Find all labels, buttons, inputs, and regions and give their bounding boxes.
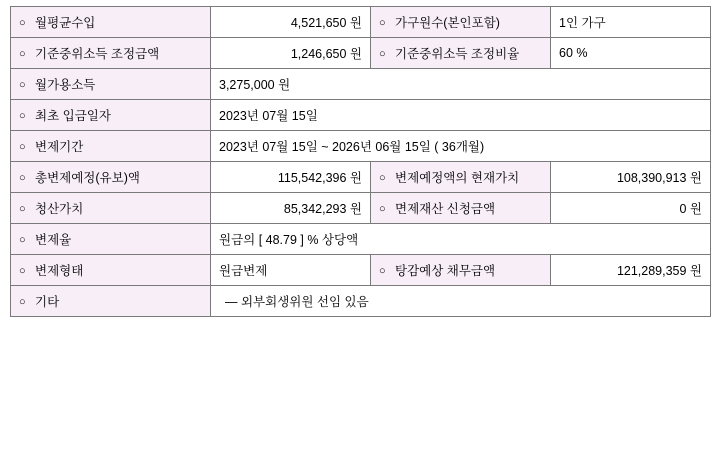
field-label-text: 탕감예상 채무금액	[395, 264, 496, 278]
bullet-icon: ○	[379, 172, 386, 184]
field-value-cell	[211, 7, 371, 38]
field-value-text: 60 %	[559, 46, 588, 60]
field-value-text: 2023년 07월 15일	[219, 109, 318, 123]
field-label-cell	[371, 162, 551, 193]
bullet-icon: ○	[19, 110, 26, 122]
table-body	[11, 7, 711, 317]
field-label-cell	[11, 286, 211, 317]
field-value-cell	[551, 255, 711, 286]
field-value-cell	[211, 286, 711, 317]
field-value-text: 108,390,913 원	[616, 171, 702, 185]
bullet-icon: ○	[19, 48, 26, 60]
field-label-cell	[11, 162, 211, 193]
field-label-text: 월평균수입	[35, 16, 96, 30]
field-value-cell	[211, 38, 371, 69]
bullet-icon: ○	[19, 296, 26, 308]
table-row	[11, 193, 711, 224]
field-label-text: 면제재산 신청금액	[395, 202, 496, 216]
field-label-text: 월가용소득	[35, 78, 96, 92]
bullet-icon: ○	[19, 265, 26, 277]
field-label-cell	[11, 100, 211, 131]
table-row	[11, 286, 711, 317]
bullet-icon: ○	[379, 17, 386, 29]
field-label-text: 변제형태	[35, 264, 84, 278]
field-value-text: 4,521,650 원	[290, 16, 362, 30]
field-label-text: 최초 입금일자	[35, 109, 111, 123]
field-label-text: 기타	[35, 295, 60, 309]
field-label-cell	[11, 224, 211, 255]
field-label-cell	[371, 38, 551, 69]
table-row	[11, 69, 711, 100]
field-value-text: 115,542,396 원	[277, 171, 362, 185]
field-value-cell	[211, 100, 711, 131]
field-value-text: 원금변제	[219, 264, 268, 278]
field-label-cell	[11, 131, 211, 162]
field-label-cell	[371, 7, 551, 38]
field-value-cell	[551, 162, 711, 193]
field-value-text: 3,275,000 원	[219, 78, 291, 92]
bullet-icon: ○	[379, 48, 386, 60]
field-value-text: 1인 가구	[559, 16, 606, 30]
field-label-cell	[11, 7, 211, 38]
bullet-icon: ○	[19, 172, 26, 184]
field-label-text: 기준중위소득 조정비율	[395, 47, 520, 61]
field-label-text: 변제율	[35, 233, 72, 247]
field-value-cell	[211, 193, 371, 224]
field-label-cell	[11, 193, 211, 224]
field-label-cell	[371, 255, 551, 286]
field-label-cell	[11, 69, 211, 100]
table-row	[11, 224, 711, 255]
bullet-icon: ○	[19, 203, 26, 215]
field-value-cell	[211, 162, 371, 193]
table-row	[11, 100, 711, 131]
table-row	[11, 162, 711, 193]
field-label-text: 청산가치	[35, 202, 84, 216]
field-label-text: 변제기간	[35, 140, 84, 154]
field-label-text: 가구원수(본인포함)	[395, 16, 500, 30]
bullet-icon: ○	[19, 234, 26, 246]
field-label-text: 기준중위소득 조정금액	[35, 47, 160, 61]
bullet-icon: ○	[379, 203, 386, 215]
field-value-cell	[551, 193, 711, 224]
field-label-text: 변제예정액의 현재가치	[395, 171, 520, 185]
bullet-icon: ○	[19, 17, 26, 29]
bullet-icon: ○	[379, 265, 386, 277]
field-label-text: 총변제예정(유보)액	[35, 171, 140, 185]
field-value-cell	[211, 69, 711, 100]
field-label-cell	[11, 38, 211, 69]
bullet-icon: ○	[19, 141, 26, 153]
table-row	[11, 131, 711, 162]
field-value-text: 85,342,293 원	[283, 202, 362, 216]
field-value-cell	[211, 224, 711, 255]
field-value-text: 0 원	[679, 202, 702, 216]
field-value-text: 121,289,359 원	[616, 264, 702, 278]
field-label-cell	[11, 255, 211, 286]
field-value-text: 원금의 [ 48.79 ] % 상당액	[219, 233, 359, 247]
table-row	[11, 7, 711, 38]
field-value-cell	[211, 131, 711, 162]
rehabilitation-summary-table	[10, 6, 711, 317]
field-value-text: — 외부회생위원 선임 있음	[225, 295, 369, 309]
table-row	[11, 38, 711, 69]
field-value-cell	[551, 38, 711, 69]
table-row	[11, 255, 711, 286]
field-label-cell	[371, 193, 551, 224]
bullet-icon: ○	[19, 79, 26, 91]
field-value-text: 1,246,650 원	[290, 47, 362, 61]
field-value-cell	[211, 255, 371, 286]
field-value-cell	[551, 7, 711, 38]
field-value-text: 2023년 07월 15일 ~ 2026년 06월 15일 ( 36개월)	[219, 140, 485, 154]
